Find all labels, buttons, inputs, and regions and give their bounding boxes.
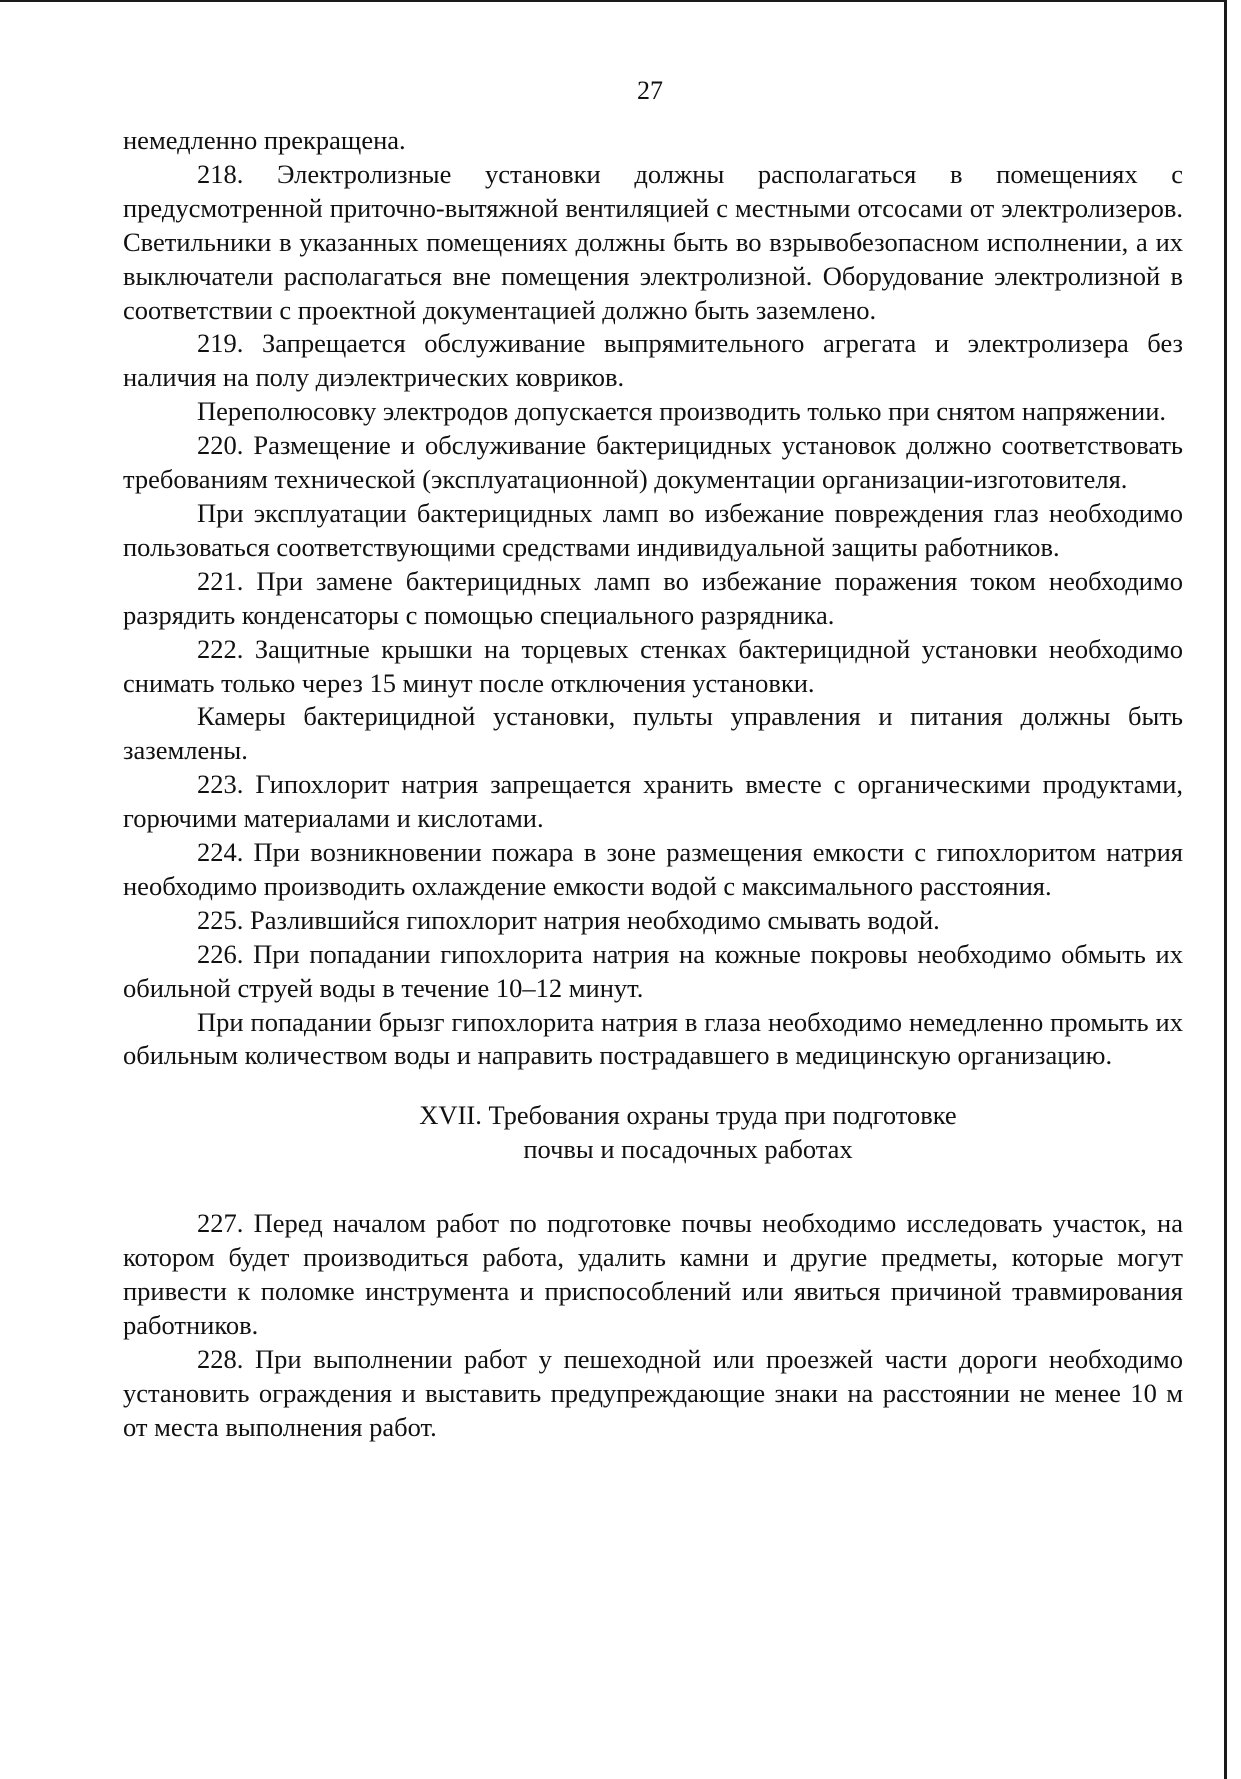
paragraph: Переполюсовку электродов допускается производить только при снятом напряжении.	[197, 396, 1167, 427]
page-number: 27	[637, 76, 663, 105]
document-body	[123, 124, 1183, 1445]
paragraphs-after-heading	[123, 1207, 1183, 1444]
paragraph-227: 227. Перед началом работ по подготовке почвы необходимо исследовать участок, на котором будет производиться работа, удалить камни и другие предметы, которые могут привести к поломке инструмента и приспособлений или явиться причиной травмирования работников.	[123, 1208, 1183, 1340]
scan-edge-top	[0, 0, 1226, 2]
paragraph: При попадании брызг гипохлорита натрия в глаза необходимо немедленно промыть их обильным количеством воды и направить пострадавшего в медицинскую организацию.	[123, 1006, 1183, 1071]
paragraph-225: 225. Разлившийся гипохлорит натрия необходимо смывать водой.	[197, 904, 940, 935]
paragraph-221: 221. При замене бактерицидных ламп во избежание поражения током необходимо разрядить конденсаторы с помощью специального разрядника.	[123, 565, 1183, 630]
scan-edge-right	[1224, 0, 1227, 1779]
paragraph-228: 228. При выполнении работ у пешеходной или проезжей части дороги необходимо установить ограждения и выставить предупреждающие знаки на расстоянии не менее 10 м от места выполнения работ.	[123, 1343, 1183, 1442]
paragraph: При эксплуатации бактерицидных ламп во избежание повреждения глаз необходимо пользоваться соответствующими средствами индивидуальной защиты работников.	[123, 497, 1183, 562]
paragraph-219: 219. Запрещается обслуживание выпрямительного агрегата и электролизера без наличия на полу диэлектрических ковриков.	[123, 328, 1183, 393]
paragraph-218: 218. Электролизные установки должны располагаться в помещениях с предусмотренной приточно-вытяжной вентиляцией с местными отсосами от электролизеров. Светильники в указанных помещениях должны быть во взрывобезопасном исполнении, а их выключатели располагаться вне помещения электролизной. Оборудование электролизной в соответствии с проектной документацией должно быть заземлено.	[123, 158, 1183, 325]
paragraph-224: 224. При возникновении пожара в зоне размещения емкости с гипохлоритом натрия необходимо производить охлаждение емкости водой с максимального расстояния.	[123, 837, 1183, 901]
paragraphs-before-heading	[123, 124, 1183, 1073]
section-heading-line-2: почвы и посадочных работах	[523, 1134, 853, 1165]
paragraph-223: 223. Гипохлорит натрия запрещается хранить вместе с органическими продуктами, горючими материалами и кислотами.	[123, 769, 1183, 834]
paragraph: Камеры бактерицидной установки, пульты управления и питания должны быть заземлены.	[123, 701, 1183, 766]
paragraph-226: 226. При попадании гипохлорита натрия на кожные покровы необходимо обмыть их обильной струей воды в течение 10–12 минут.	[123, 938, 1183, 1003]
section-heading	[123, 1073, 1183, 1207]
section-heading-line-1: XVII. Требования охраны труда при подготовке	[419, 1100, 957, 1131]
paragraph-222: 222. Защитные крышки на торцевых стенках бактерицидной установки необходимо снимать только через 15 минут после отключения установки.	[123, 633, 1183, 698]
paragraph-220: 220. Размещение и обслуживание бактерицидных установок должно соответствовать требованиям технической (эксплуатационной) документации организации-изготовителя.	[123, 430, 1183, 495]
paragraph: немедленно прекращена.	[123, 125, 406, 155]
